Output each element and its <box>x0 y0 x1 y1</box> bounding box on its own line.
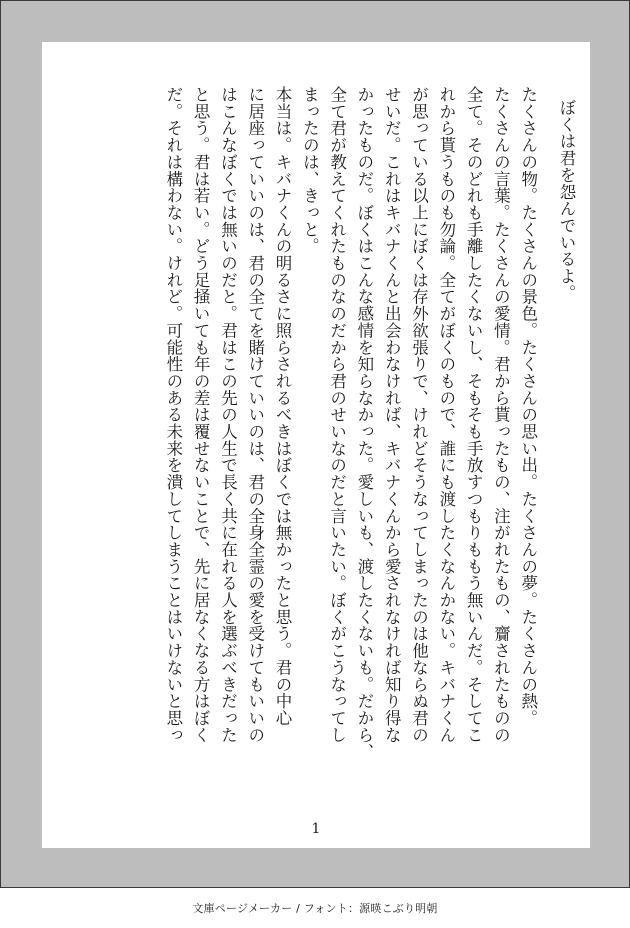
text-line: に居座っていいのは、君の全てを賭けていいのは、君の全身全霊の愛を受けてもいいの <box>245 86 265 744</box>
text-line: たくさんの言葉。たくさんの愛情。君から貰ったもの、注がれたもの、齎されたものの <box>491 86 511 744</box>
text-line: 本当は。キバナくんの明るさに照らされるべきはぼくでは無かったと思う。君の中心 <box>273 86 293 727</box>
text-line: せいだ。これはキバナくんと出会わなければ、キバナくんから愛されなければ知り得な <box>382 86 402 744</box>
text-line: たくさんの物。たくさんの景色。たくさんの思い出。たくさんの夢。たくさんの熱。 <box>518 86 538 727</box>
vertical-text-body <box>160 42 580 848</box>
text-line: はこんなぼくでは無いのだと。君はこの先の人生で長く共に在れる人を選ぶべきだった <box>218 86 238 744</box>
footer-credit: 文庫ページメーカー / フォント：源暎こぶり明朝 <box>192 902 438 915</box>
text-line: かったものだ。ぼくはこんな感情を知らなかった。愛しいも、渡したくないも。だから、 <box>354 86 374 760</box>
text-line: 全て。そのどれも手離したくないし、そもそも手放すつもりももう無いんだ。そしてこ <box>464 86 484 744</box>
text-line: だ。それは構わない。けれど。可能性のある未来を潰してしまうことはいけないと思っ <box>163 86 183 744</box>
text-line-title: ぼくは君を怨んでいるよ。 <box>557 99 576 302</box>
text-line: まったのは、きっと。 <box>300 86 320 255</box>
book-page <box>42 42 590 848</box>
text-line: 全て君が教えてくれたものなのだから君のせいなのだと言いたい。ぼくがこうなってし <box>327 86 347 744</box>
text-line: れから貰うものも勿論。全てがぼくのもので、誰にも渡したくなんかない。キバナくん <box>436 86 456 744</box>
page-number: 1 <box>311 821 321 837</box>
text-line: が思っている以上にぼくは存外欲張りで、けれどそうなってしまったのは他ならぬ君の <box>409 86 429 744</box>
text-line: と思う。君は若い。どう足掻いても年の差は覆せないことで、先に居なくなる方はぼく <box>191 86 211 744</box>
